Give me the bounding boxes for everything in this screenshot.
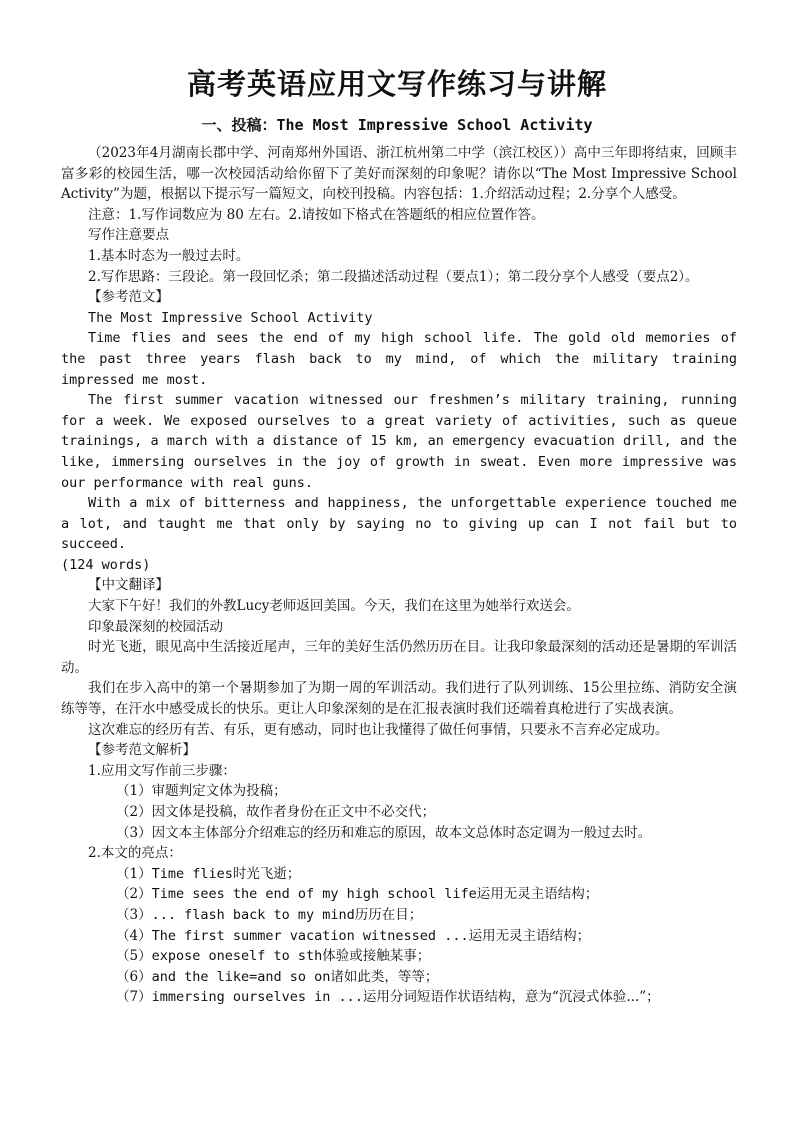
- highlight-number: （7）: [116, 989, 152, 1006]
- highlight-phrase: immersing ourselves in ...: [151, 989, 363, 1006]
- highlight-number: （4）: [116, 927, 152, 944]
- sample-para-1: Time flies and sees the end of my high school life. The gold old memories of the past three years flash back to my mind, of which the military training impressed me most.: [61, 330, 737, 388]
- highlight-note: 运用分词短语作状语结构，意为“沉浸式体验...”；: [362, 989, 660, 1006]
- step-item: （2）因文体是投稿，故作者身份在正文中不必交代；: [116, 804, 436, 820]
- document-body: [61, 143, 737, 1008]
- highlight-number: （6）: [116, 968, 152, 985]
- page-title: 高考英语应用文写作练习与讲解: [186, 67, 607, 101]
- highlight-item: [61, 905, 737, 926]
- step-item: （1）审题判定文体为投稿；: [116, 783, 287, 800]
- word-count: (124 words): [61, 556, 151, 573]
- highlight-phrase: expose oneself to sth: [151, 948, 323, 965]
- highlight-item: [61, 864, 737, 885]
- highlight-number: （1）: [116, 865, 152, 882]
- sample-para-3: With a mix of bitterness and happiness, the unforgettable experience touched me a lot, and taught me that only by saying no to giving up can I not fail but to succeed.: [61, 495, 737, 553]
- highlight-number: （2）: [116, 886, 152, 903]
- translation-para-2: 我们在步入高中的第一个暑期参加了为期一周的军训活动。我们进行了队列训练、15公里拉练、消防安全演练等等，在汗水中感受成长的快乐。更让人印象深刻的是在汇报表演时我们还端着真枪进行了实战表演。: [61, 680, 737, 718]
- highlight-number: （3）: [116, 906, 152, 923]
- points-heading: 写作注意要点: [88, 227, 169, 244]
- sample-para-2: The first summer vacation witnessed our freshmen’s military training, running for a week. We exposed ourselves to a great variety of activities, such as queue trainings, a march with a distance of 15 km, an emergency evacuation drill, and the like, immersing ourselves in the joy of growth in sweat. Even more impressive was our performance with real guns.: [61, 392, 737, 491]
- highlight-note: 历历在目；: [354, 906, 423, 923]
- point-1: 1.基本时态为一般过去时。: [88, 247, 250, 264]
- translation-title: 印象最深刻的校园活动: [88, 618, 223, 635]
- highlight-phrase: Time flies: [151, 865, 233, 882]
- sample-title: The Most Impressive School Activity: [88, 309, 373, 326]
- translation-para-1: 时光飞逝，眼见高中生活接近尾声，三年的美好生活仍然历历在目。让我印象最深刻的活动还是暑期的军训活动。: [61, 639, 737, 676]
- highlights-heading: 2.本文的亮点：: [88, 845, 182, 862]
- translation-line-1: 大家下午好！我们的外教Lucy老师返回美国。今天，我们在这里为她举行欢送会。: [88, 598, 580, 615]
- highlight-item: [61, 987, 737, 1008]
- step-item: （3）因文本主体部分介绍难忘的经历和难忘的原因，故本文总体时态定调为一般过去时。: [116, 824, 652, 841]
- highlight-phrase: The first summer vacation witnessed ...: [151, 927, 469, 944]
- task-note: 注意：1.写作词数应为 80 左右。2.请按如下格式在答题纸的相应位置作答。: [88, 206, 545, 223]
- highlight-phrase: and the like=and so on: [151, 968, 331, 985]
- highlight-note: 运用无灵主语结构；: [476, 886, 599, 903]
- translation-para-3: 这次难忘的经历有苦、有乐，更有感动，同时也让我懂得了做任何事情，只要永不言弃必定成功。: [88, 721, 669, 738]
- sample-heading: 【参考范文】: [88, 289, 169, 306]
- highlight-phrase: ... flash back to my mind: [151, 906, 355, 923]
- highlight-item: [61, 946, 737, 967]
- highlight-item: [61, 884, 737, 905]
- highlight-phrase: Time sees the end of my high school life: [151, 886, 477, 903]
- highlight-note: 运用无灵主语结构；: [468, 927, 591, 944]
- section-subtitle: 一、投稿：The Most Impressive School Activity: [201, 116, 593, 134]
- highlight-note: 时光飞逝；: [232, 865, 301, 882]
- highlight-item: [61, 967, 737, 988]
- point-2: 2.写作思路：三段论。第一段回忆杀；第二段描述活动过程（要点1）；第二段分享个人感受（要点2）。: [88, 268, 699, 285]
- highlight-note: 体验或接触某事；: [322, 948, 431, 965]
- highlight-item: [61, 926, 737, 947]
- highlight-number: （5）: [116, 948, 152, 965]
- analysis-heading: 【参考范文解析】: [88, 742, 196, 759]
- highlight-note: 诸如此类，等等；: [330, 968, 439, 985]
- steps-heading: 1.应用文写作前三步骤：: [88, 762, 236, 779]
- task-intro: （2023年4月湖南长郡中学、河南郑州外国语、浙江杭州第二中学（滨江校区））高中三年即将结束，回顾丰富多彩的校园生活，哪一次校园活动给你留下了美好而深刻的印象呢？请你以“The Most Impressive School Activity”为题，根据以下提示写一篇短文，向校刊投稿。内容包括：1.介绍活动过程；2.分享个人感受。: [61, 145, 737, 203]
- translation-heading: 【中文翻译】: [88, 577, 169, 594]
